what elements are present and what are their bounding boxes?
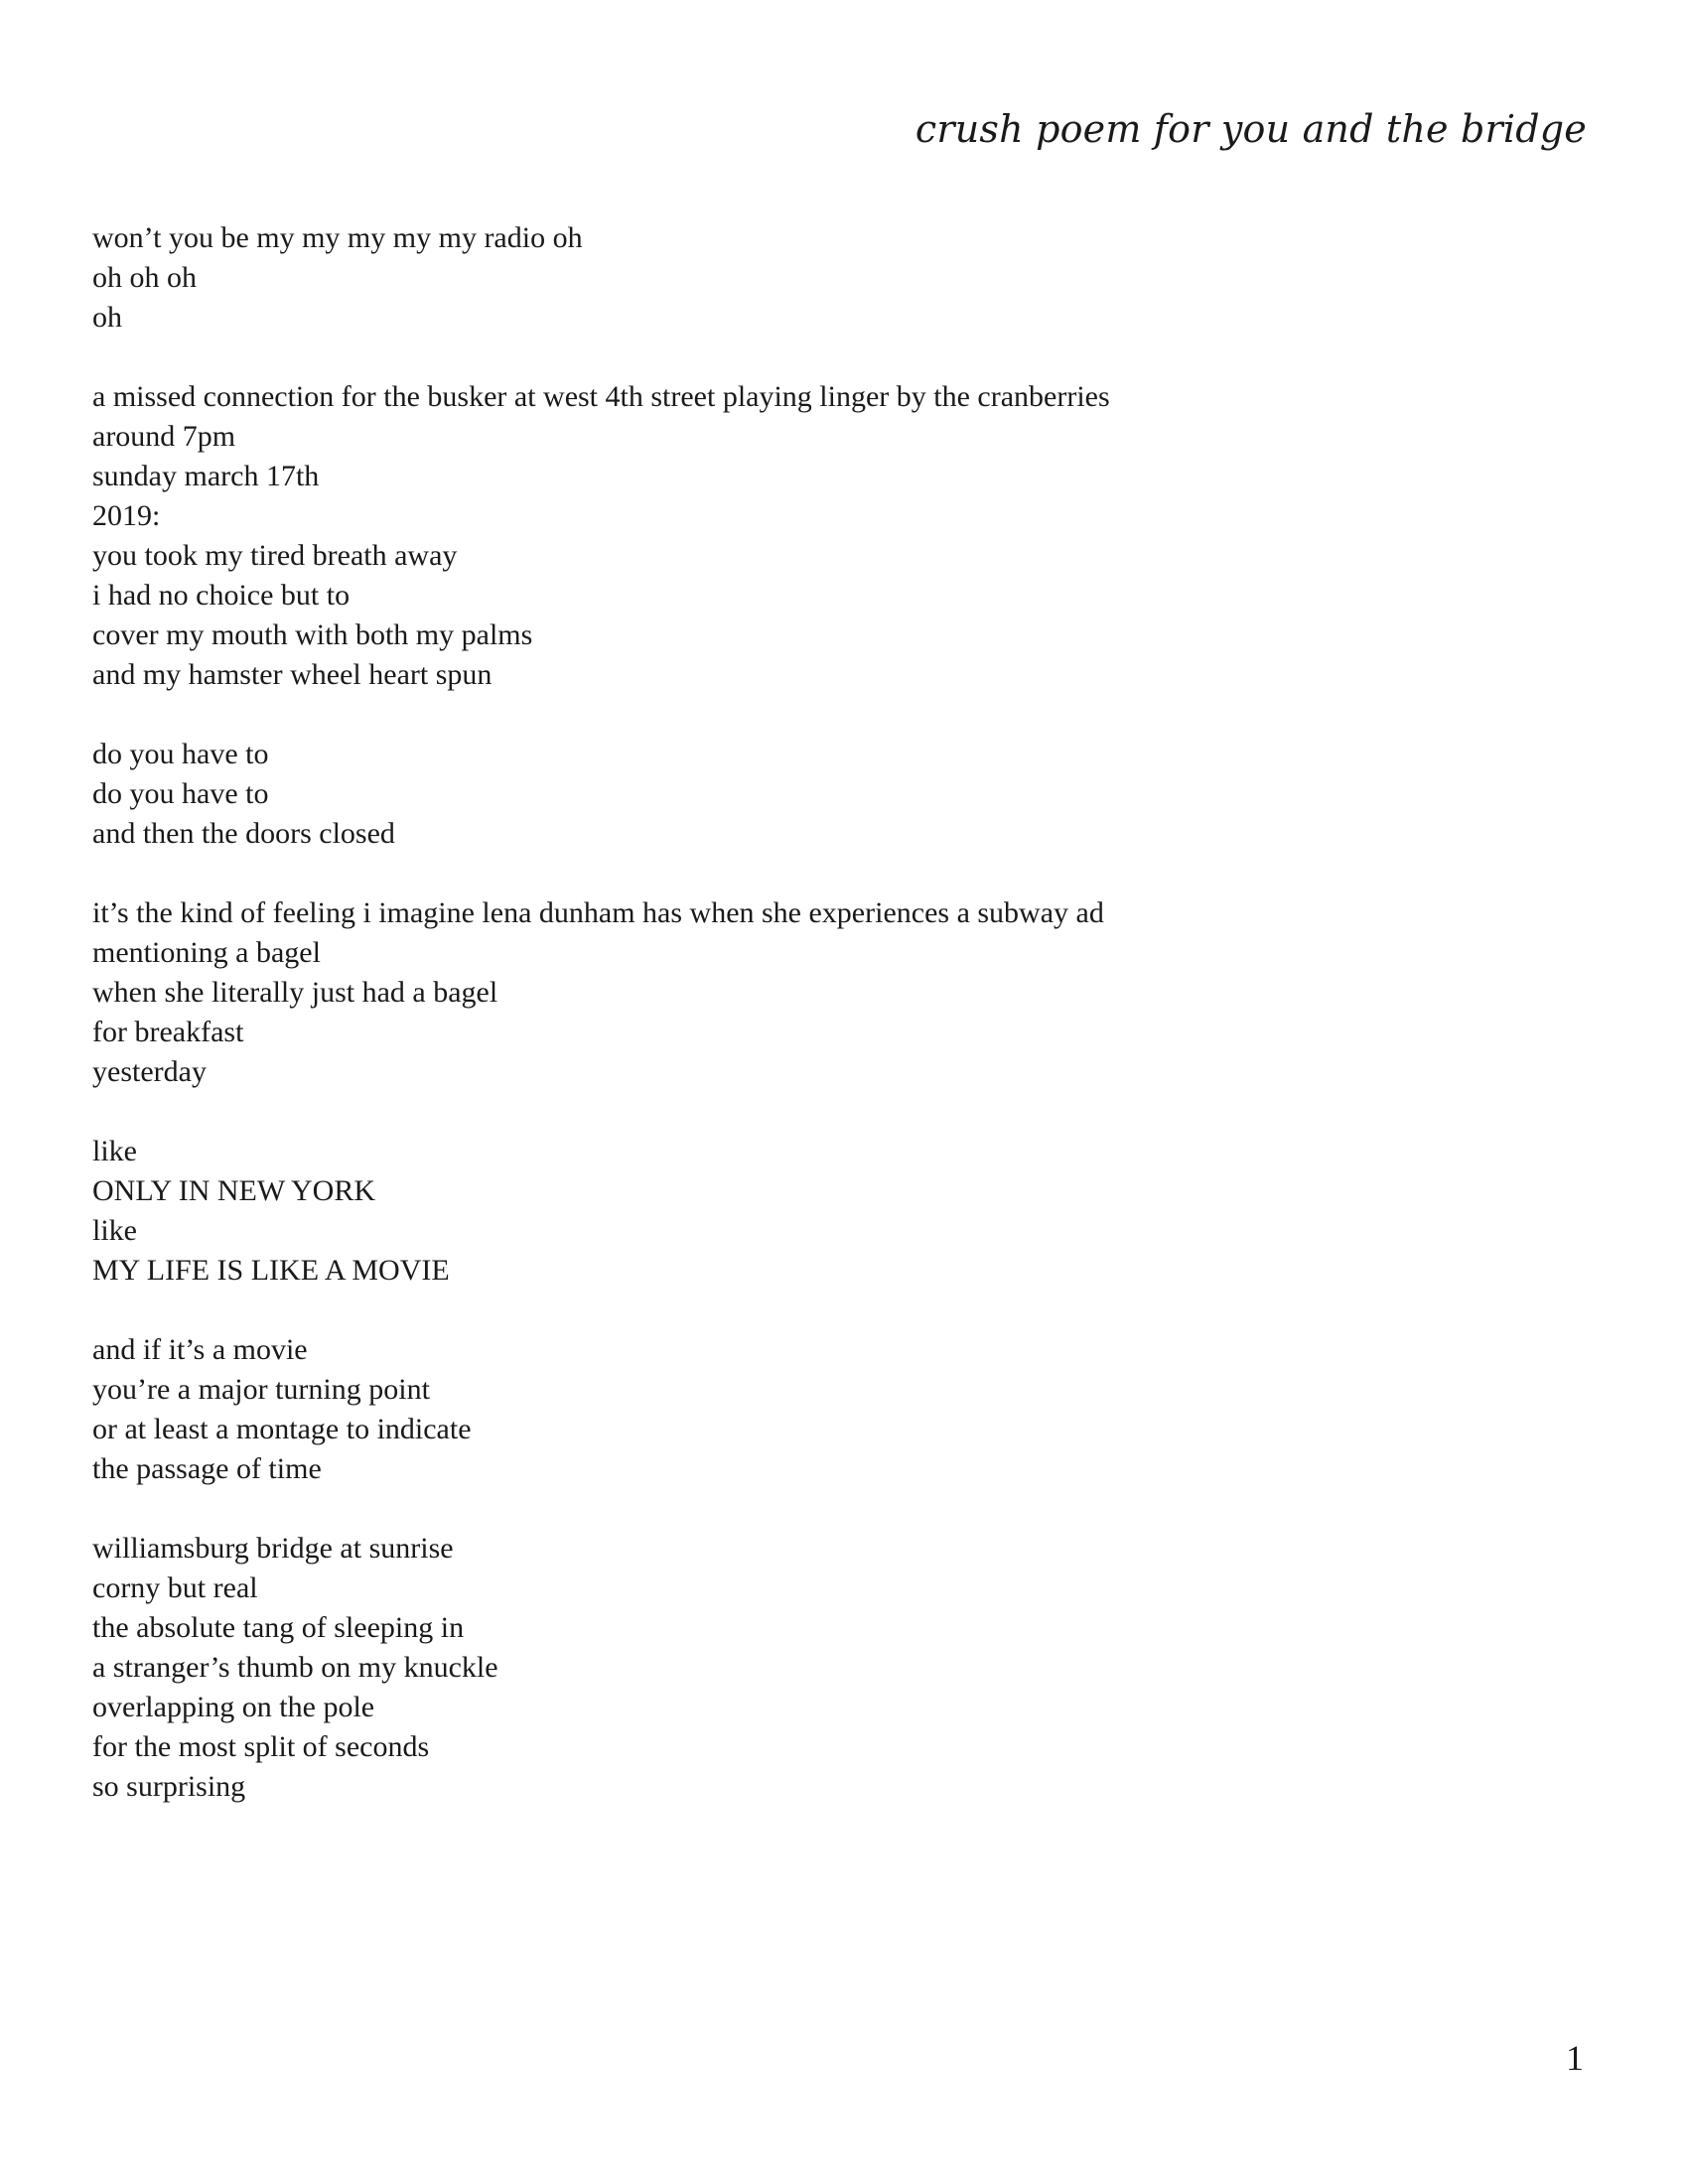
poem-line: i had no choice but to	[92, 579, 351, 612]
poem-line: like	[92, 1214, 137, 1247]
poem-line: ONLY IN NEW YORK	[92, 1174, 376, 1207]
poem-line: 2019:	[92, 499, 161, 532]
poem-line: for the most split of seconds	[92, 1730, 430, 1763]
poem-line: do you have to	[92, 777, 269, 810]
poem-line: MY LIFE IS LIKE A MOVIE	[92, 1254, 450, 1287]
poem-line: like	[92, 1135, 137, 1167]
poem-line: the passage of time	[92, 1452, 322, 1485]
poem-line: williamsburg bridge at sunrise	[92, 1532, 454, 1565]
poem-line: when she literally just had a bagel	[92, 976, 498, 1009]
poem-line: and my hamster wheel heart spun	[92, 658, 492, 691]
poem-line: a stranger’s thumb on my knuckle	[92, 1651, 498, 1684]
stanza	[92, 377, 1582, 695]
stanza	[92, 218, 1582, 338]
stanza	[92, 1330, 1582, 1489]
page-number: 1	[1566, 2038, 1584, 2078]
poem-line: so surprising	[92, 1770, 246, 1803]
poem-line: overlapping on the pole	[92, 1691, 375, 1723]
poem-line: mentioning a bagel	[92, 936, 321, 969]
poem-line: yesterday	[92, 1055, 207, 1088]
poem-line: around 7pm	[92, 420, 236, 453]
poem-line: for breakfast	[92, 1016, 244, 1048]
poem-line: corny but real	[92, 1571, 258, 1604]
poem-line: and if it’s a movie	[92, 1333, 308, 1366]
stanza	[92, 893, 1582, 1092]
poem-line: the absolute tang of sleeping in	[92, 1611, 465, 1644]
stanza	[92, 1132, 1582, 1291]
poem-line: it’s the kind of feeling i imagine lena dunham has when she experiences a subway ad	[92, 896, 1104, 929]
poem-line: cover my mouth with both my palms	[92, 618, 533, 651]
poem-title: crush poem for you and the bridge	[914, 107, 1587, 151]
poem-line: sunday march 17th	[92, 460, 320, 492]
stanza	[92, 735, 1582, 854]
poem-line: you’re a major turning point	[92, 1373, 430, 1406]
poem-line: you took my tired breath away	[92, 539, 458, 572]
stanza	[92, 1529, 1582, 1807]
poem-line: and then the doors closed	[92, 817, 395, 850]
poem-line: won’t you be my my my my my radio oh	[92, 221, 583, 254]
poem-line: oh oh oh	[92, 261, 197, 294]
poem-line: do you have to	[92, 738, 269, 770]
poem-body	[92, 218, 1582, 1846]
poem-line: oh	[92, 301, 122, 334]
poem-line: a missed connection for the busker at west 4th street playing linger by the cranberries	[92, 380, 1110, 413]
poem-line: or at least a montage to indicate	[92, 1413, 472, 1445]
